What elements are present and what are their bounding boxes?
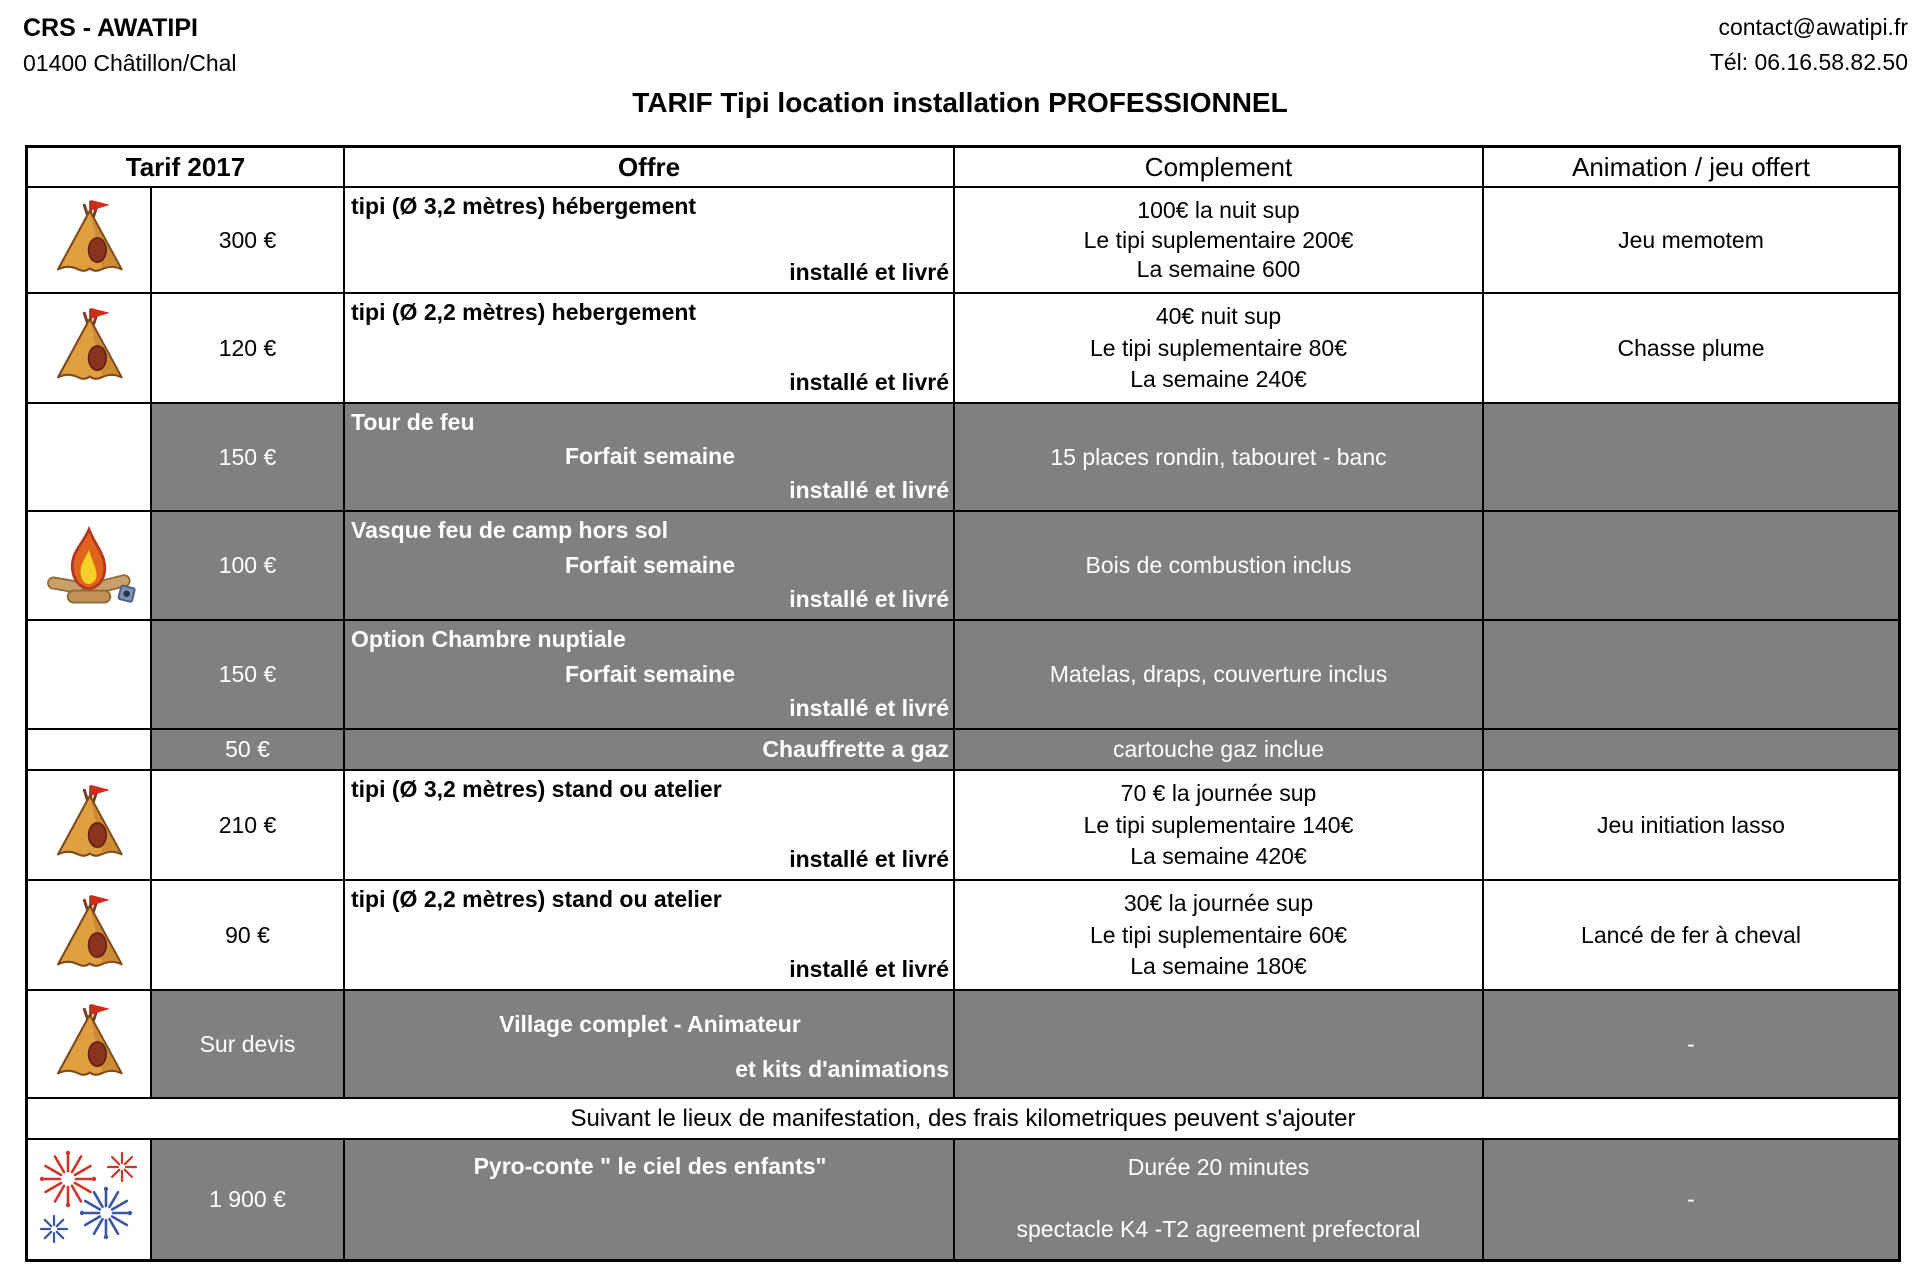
offer-title: tipi (Ø 2,2 mètres) hebergement — [351, 299, 697, 325]
offer-cell — [345, 771, 955, 881]
offer-cell — [345, 730, 955, 771]
tipi-icon — [47, 779, 131, 871]
offer-title: Tour de feu — [351, 409, 475, 435]
offer-title: Chauffrette a gaz — [762, 735, 949, 762]
offer-cell — [345, 621, 955, 730]
tipi-icon — [47, 998, 131, 1090]
offer-delivery-note: installé et livré — [789, 477, 949, 503]
company-name: CRS - AWATIPI — [23, 14, 198, 42]
km-fees-note: Suivant le lieux de manifestation, des frais kilometriques peuvent s'ajouter — [28, 1099, 1898, 1140]
animation-cell: Jeu memotem — [1484, 188, 1898, 294]
price-cell: 100 € — [152, 512, 345, 621]
contact-phone: Tél: 06.16.58.82.50 — [1709, 48, 1908, 75]
complement-line: 70 € la journée sup — [1120, 780, 1317, 806]
offer-title: Village complet - Animateur — [499, 1011, 801, 1037]
row-icon-cell — [28, 404, 152, 512]
price-cell: 150 € — [152, 621, 345, 730]
complement-line: spectacle K4 -T2 agreement prefectoral — [1016, 1216, 1421, 1242]
complement-line: Le tipi suplementaire 80€ — [1090, 334, 1347, 361]
offer-title: Pyro-conte " le ciel des enfants" — [473, 1153, 827, 1179]
offer-title: tipi (Ø 3,2 mètres) stand ou atelier — [351, 776, 722, 802]
tipi-icon — [47, 194, 131, 286]
row-icon-cell — [28, 881, 152, 991]
complement-cell — [955, 294, 1484, 404]
offer-delivery-note: installé et livré — [789, 259, 949, 285]
price-cell: 150 € — [152, 404, 345, 512]
price-cell: Sur devis — [152, 991, 345, 1099]
contact-block — [1710, 10, 1908, 79]
complement-line: Bois de combustion inclus — [1085, 552, 1352, 578]
complement-cell — [955, 881, 1484, 991]
page-header — [0, 0, 1920, 79]
row-icon-cell — [28, 771, 152, 881]
animation-cell — [1484, 621, 1898, 730]
row-icon-cell — [28, 512, 152, 621]
complement-line: La semaine 420€ — [1130, 843, 1307, 869]
complement-line: Matelas, draps, couverture inclus — [1049, 661, 1388, 687]
campfire-icon — [38, 522, 140, 610]
offer-delivery-note: installé et livré — [789, 695, 949, 721]
tipi-icon — [47, 889, 131, 981]
animation-cell: - — [1484, 1140, 1898, 1259]
price-cell: 120 € — [152, 294, 345, 404]
complement-line: Durée 20 minutes — [1127, 1154, 1310, 1180]
company-block — [23, 10, 237, 79]
offer-title: tipi (Ø 2,2 mètres) stand ou atelier — [351, 886, 722, 912]
offer-cell — [345, 881, 955, 991]
complement-cell — [955, 991, 1484, 1099]
offer-delivery-note: installé et livré — [789, 956, 949, 982]
col-header-animation: Animation / jeu offert — [1484, 148, 1898, 188]
row-icon-cell — [28, 188, 152, 294]
offer-cell — [345, 1140, 955, 1259]
price-cell: 50 € — [152, 730, 345, 771]
row-icon-cell — [28, 730, 152, 771]
complement-cell — [955, 404, 1484, 512]
complement-line: 100€ la nuit sup — [1137, 197, 1300, 223]
page-title: TARIF Tipi location installation PROFESSIONNEL — [632, 87, 1288, 118]
complement-line: Le tipi suplementaire 60€ — [1090, 921, 1347, 948]
price-cell: 300 € — [152, 188, 345, 294]
animation-cell: - — [1484, 991, 1898, 1099]
complement-line: La semaine 180€ — [1130, 953, 1307, 979]
offer-subtitle: et kits d'animations — [735, 1056, 949, 1082]
complement-line: Le tipi suplementaire 200€ — [1083, 226, 1354, 253]
offer-delivery-note: installé et livré — [789, 846, 949, 872]
price-cell: 1 900 € — [152, 1140, 345, 1259]
fireworks-icon — [34, 1145, 144, 1255]
tipi-icon — [47, 302, 131, 394]
offer-delivery-note: installé et livré — [789, 369, 949, 395]
complement-line: La semaine 600 — [1136, 256, 1301, 282]
offer-title: Vasque feu de camp hors sol — [351, 517, 668, 543]
row-icon-cell — [28, 294, 152, 404]
row-icon-cell — [28, 991, 152, 1099]
complement-cell — [955, 1140, 1484, 1259]
animation-cell: Chasse plume — [1484, 294, 1898, 404]
col-header-tarif: Tarif 2017 — [28, 148, 345, 188]
col-header-complement: Complement — [955, 148, 1484, 188]
complement-cell — [955, 621, 1484, 730]
offer-cell — [345, 188, 955, 294]
complement-line: Le tipi suplementaire 140€ — [1083, 811, 1354, 838]
complement-line: La semaine 240€ — [1130, 366, 1307, 392]
row-icon-cell — [28, 1140, 152, 1259]
offer-cell — [345, 404, 955, 512]
offer-title: tipi (Ø 3,2 mètres) hébergement — [351, 193, 697, 219]
offer-delivery-note: installé et livré — [789, 586, 949, 612]
complement-cell — [955, 771, 1484, 881]
complement-cell — [955, 512, 1484, 621]
complement-line: 15 places rondin, tabouret - banc — [1050, 443, 1387, 470]
offer-package: Forfait semaine — [565, 551, 735, 578]
price-cell: 210 € — [152, 771, 345, 881]
animation-cell — [1484, 404, 1898, 512]
animation-cell — [1484, 730, 1898, 771]
complement-cell — [955, 188, 1484, 294]
col-header-offre: Offre — [345, 148, 955, 188]
offer-title: Option Chambre nuptiale — [351, 626, 626, 652]
complement-line: 40€ nuit sup — [1155, 303, 1282, 329]
offer-cell — [345, 512, 955, 621]
offer-cell — [345, 991, 955, 1099]
offer-package: Forfait semaine — [565, 660, 735, 687]
company-address: 01400 Châtillon/Chal — [23, 50, 237, 77]
complement-line: cartouche gaz inclue — [1113, 736, 1324, 762]
tariff-table — [25, 145, 1901, 1262]
animation-cell: Lancé de fer à cheval — [1484, 881, 1898, 991]
price-cell: 90 € — [152, 881, 345, 991]
complement-cell — [955, 730, 1484, 771]
animation-cell: Jeu initiation lasso — [1484, 771, 1898, 881]
contact-email: contact@awatipi.fr — [1718, 14, 1908, 40]
offer-package: Forfait semaine — [565, 443, 735, 469]
row-icon-cell — [28, 621, 152, 730]
complement-line: 30€ la journée sup — [1123, 890, 1314, 916]
animation-cell — [1484, 512, 1898, 621]
offer-cell — [345, 294, 955, 404]
